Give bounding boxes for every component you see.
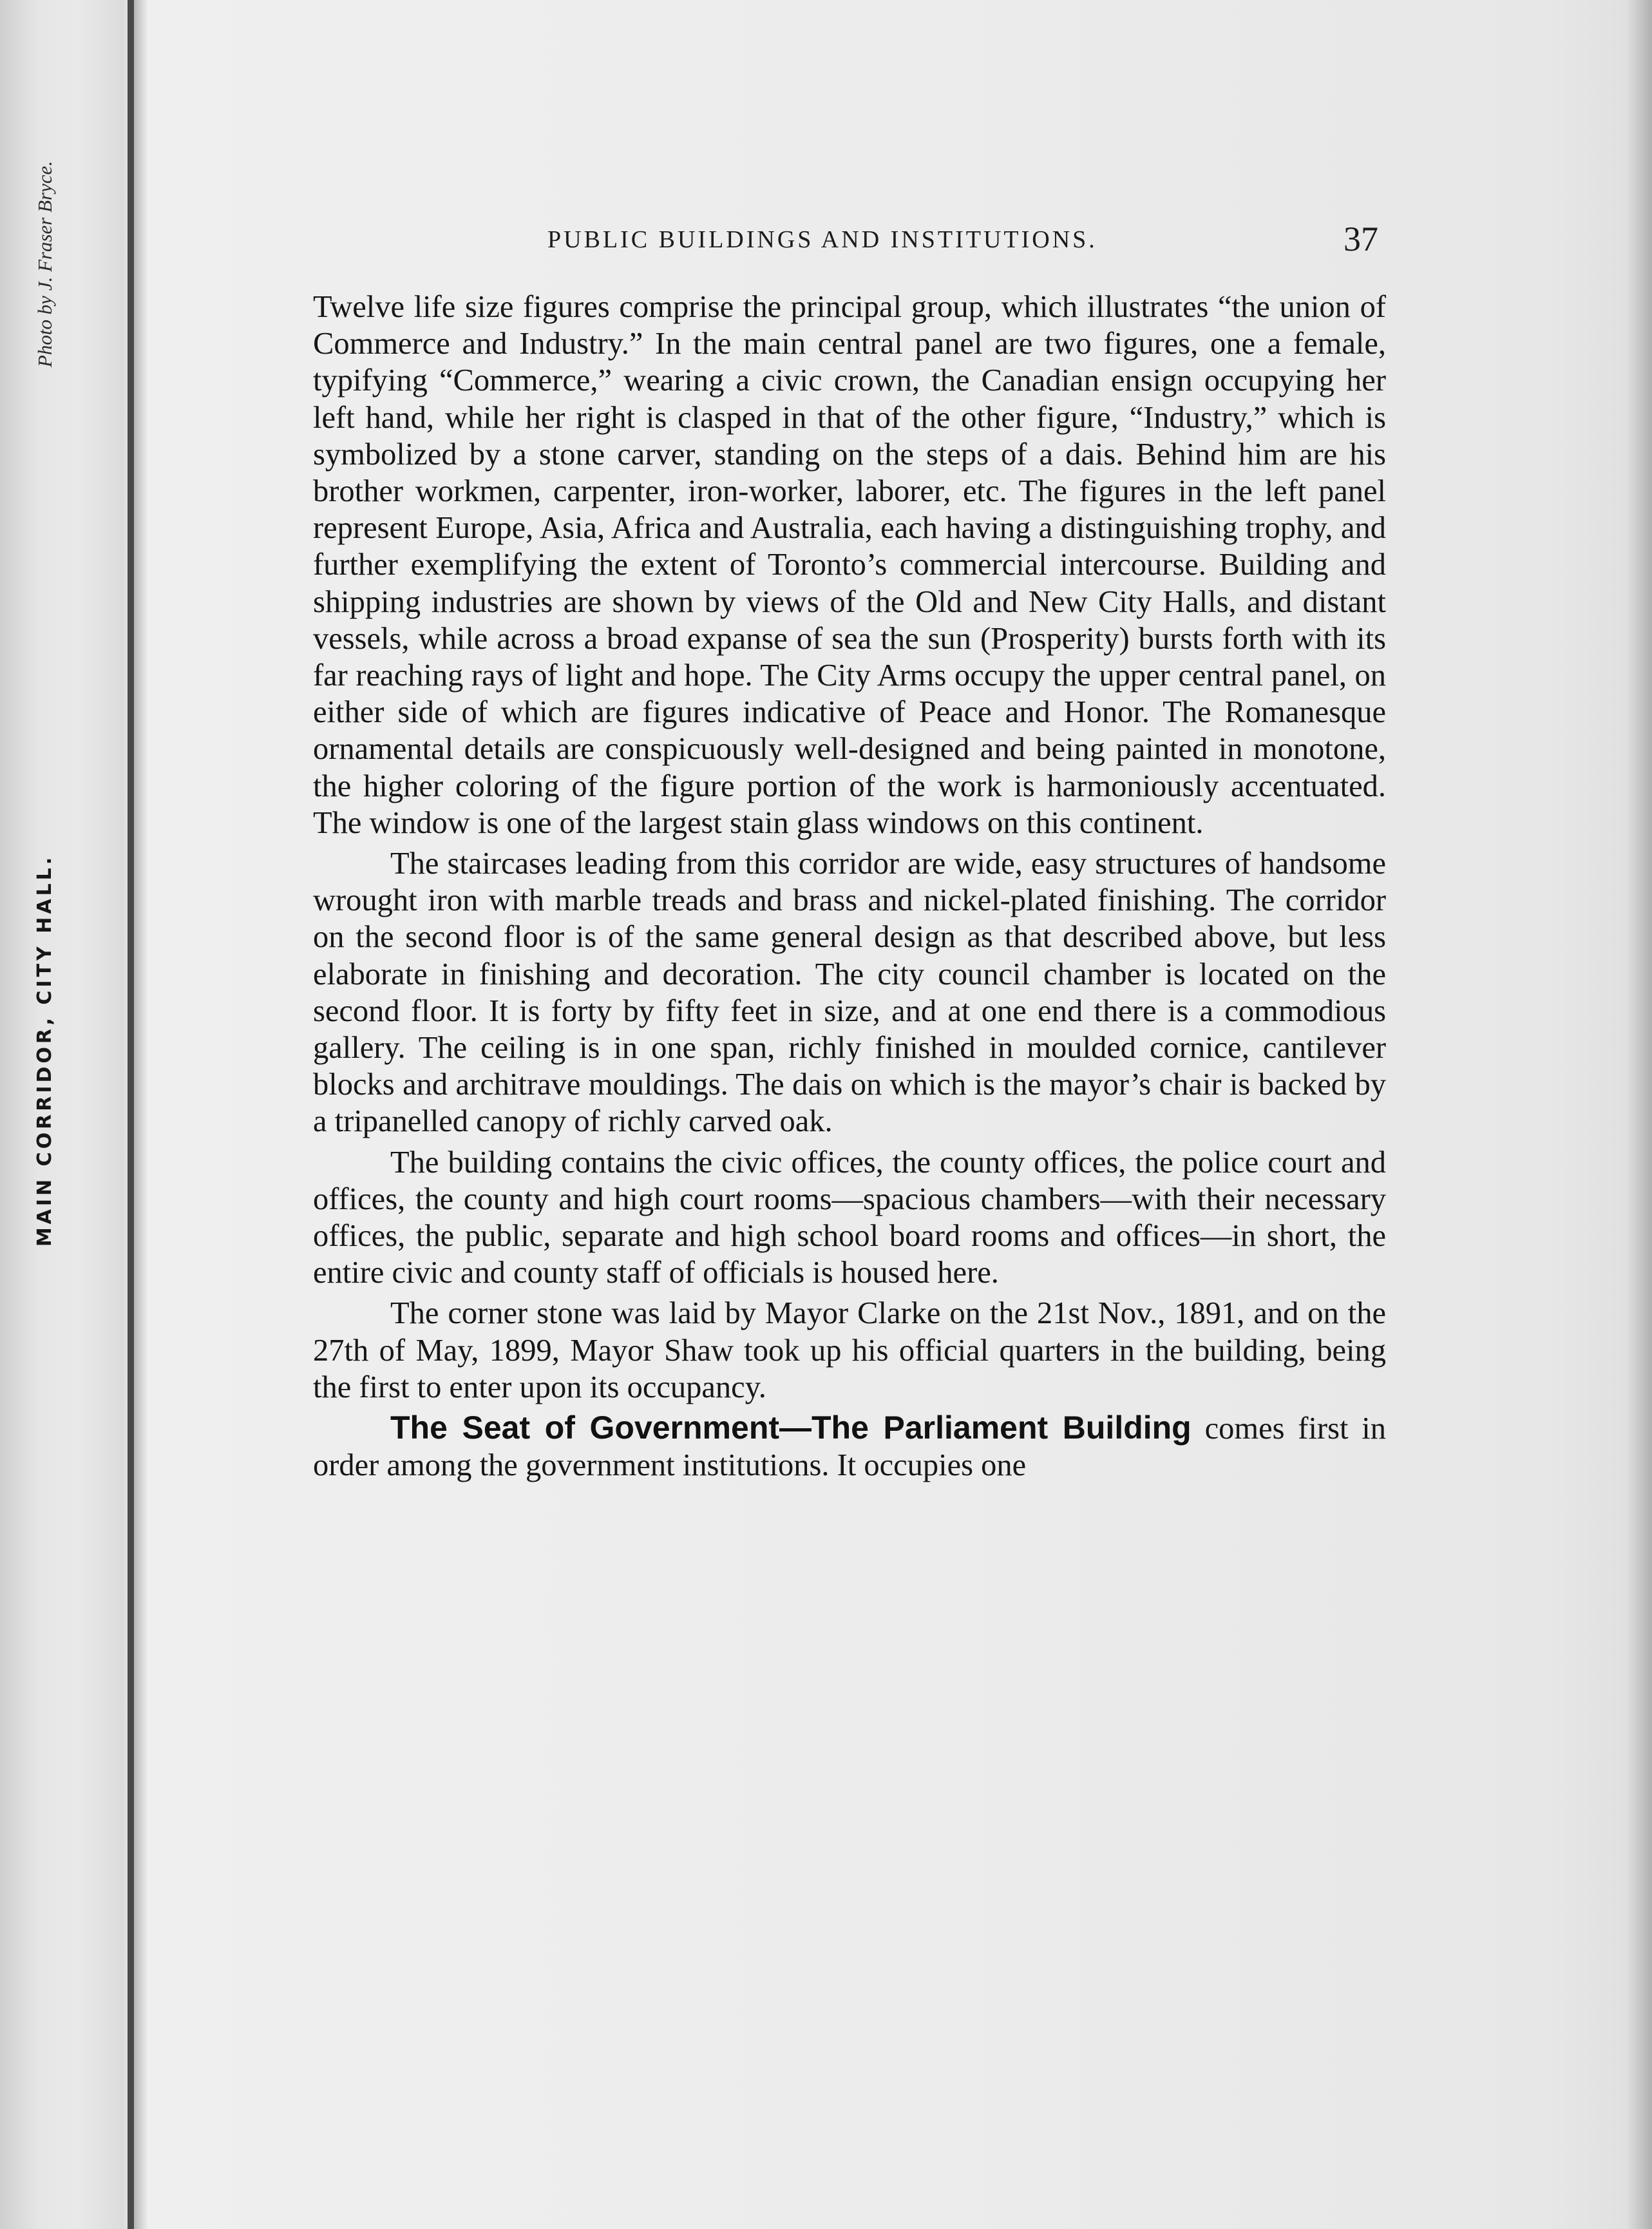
body-text (313, 289, 1386, 1488)
plate-caption-text: MAIN CORRIDOR, CITY HALL. (33, 854, 57, 1247)
paragraph: The staircases leading from this corridor are wide, easy structures of handsome wrought iron with marble treads and brass and nickel-plated finishing. The corridor on the second floor is of the same general design as that described above, but less elaborate in finishing and decoration. The city council chamber is located on the second floor. It is forty by fifty feet in size, and at one end there is a commodious gallery. The ceiling is in one span, richly finished in moulded cornice, cantilever blocks and architrave mouldings. The dais on which is the mayor’s chair is backed by a tripanelled canopy of richly carved oak. (313, 847, 1386, 1139)
photo-credit (26, 122, 64, 406)
spine-shadow (134, 0, 148, 2229)
book-spine (128, 0, 134, 2229)
paragraph: The building contains the civic offices, the county offices, the police court and offices, the county and high court rooms—spacious chambers—with their necessary offices, the public, separate and high school board rooms and offices—in short, the entire civic and county staff of officials is housed here. (313, 1145, 1386, 1290)
paragraph: Twelve life size figures comprise the principal group, which illustrates “the union of Commerce and Industry.” In the main central panel are two figures, one a female, typifying “Commerce,” wearing a civic crown, the Canadian ensign occupying her left hand, while her right is clasped in that of the other figure, “Industry,” which is symbolized by a stone carver, standing on the steps of a dais. Behind him are his brother workmen, carpenter, iron-worker, laborer, etc. The figures in the left panel represent Europe, Asia, Africa and Australia, each having a distinguishing trophy, and further exemplifying the extent of Toronto’s commercial intercourse. Building and shipping industries are shown by views of the Old and New City Halls, and distant vessels, while across a broad expanse of sea the sun (Prosperity) bursts forth with its far reaching rays of light and hope. The City Arms occupy the upper central panel, on either side of which are figures indicative of Peace and Honor. The Romanesque ornamental details are conspicuously well-designed and being painted in monotone, the higher coloring of the figure portion of the work is harmoniously accentuated. The window is one of the largest stain glass windows on this continent. (313, 290, 1386, 840)
section-heading: The Seat of Government—The Parliament Building (390, 1410, 1192, 1446)
paragraph: The corner stone was laid by Mayor Clarke on the 21st Nov., 1891, and on the 27th of May, 1899, Mayor Shaw took up his official quarters in the building, being the first to enter upon its occupancy. (313, 1296, 1386, 1404)
page-number: 37 (1343, 220, 1378, 258)
section-paragraph (313, 1410, 1386, 1484)
section-text: comes first in order among the government institutions. It occupies one (313, 1411, 1386, 1483)
photo-credit-text: Photo by J. Fraser Bryce. (33, 160, 57, 368)
page-edge-shadow (1626, 0, 1652, 2229)
running-head: PUBLIC BUILDINGS AND INSTITUTIONS. (547, 226, 1097, 253)
plate-caption (19, 831, 71, 1269)
page-header (309, 219, 1378, 264)
